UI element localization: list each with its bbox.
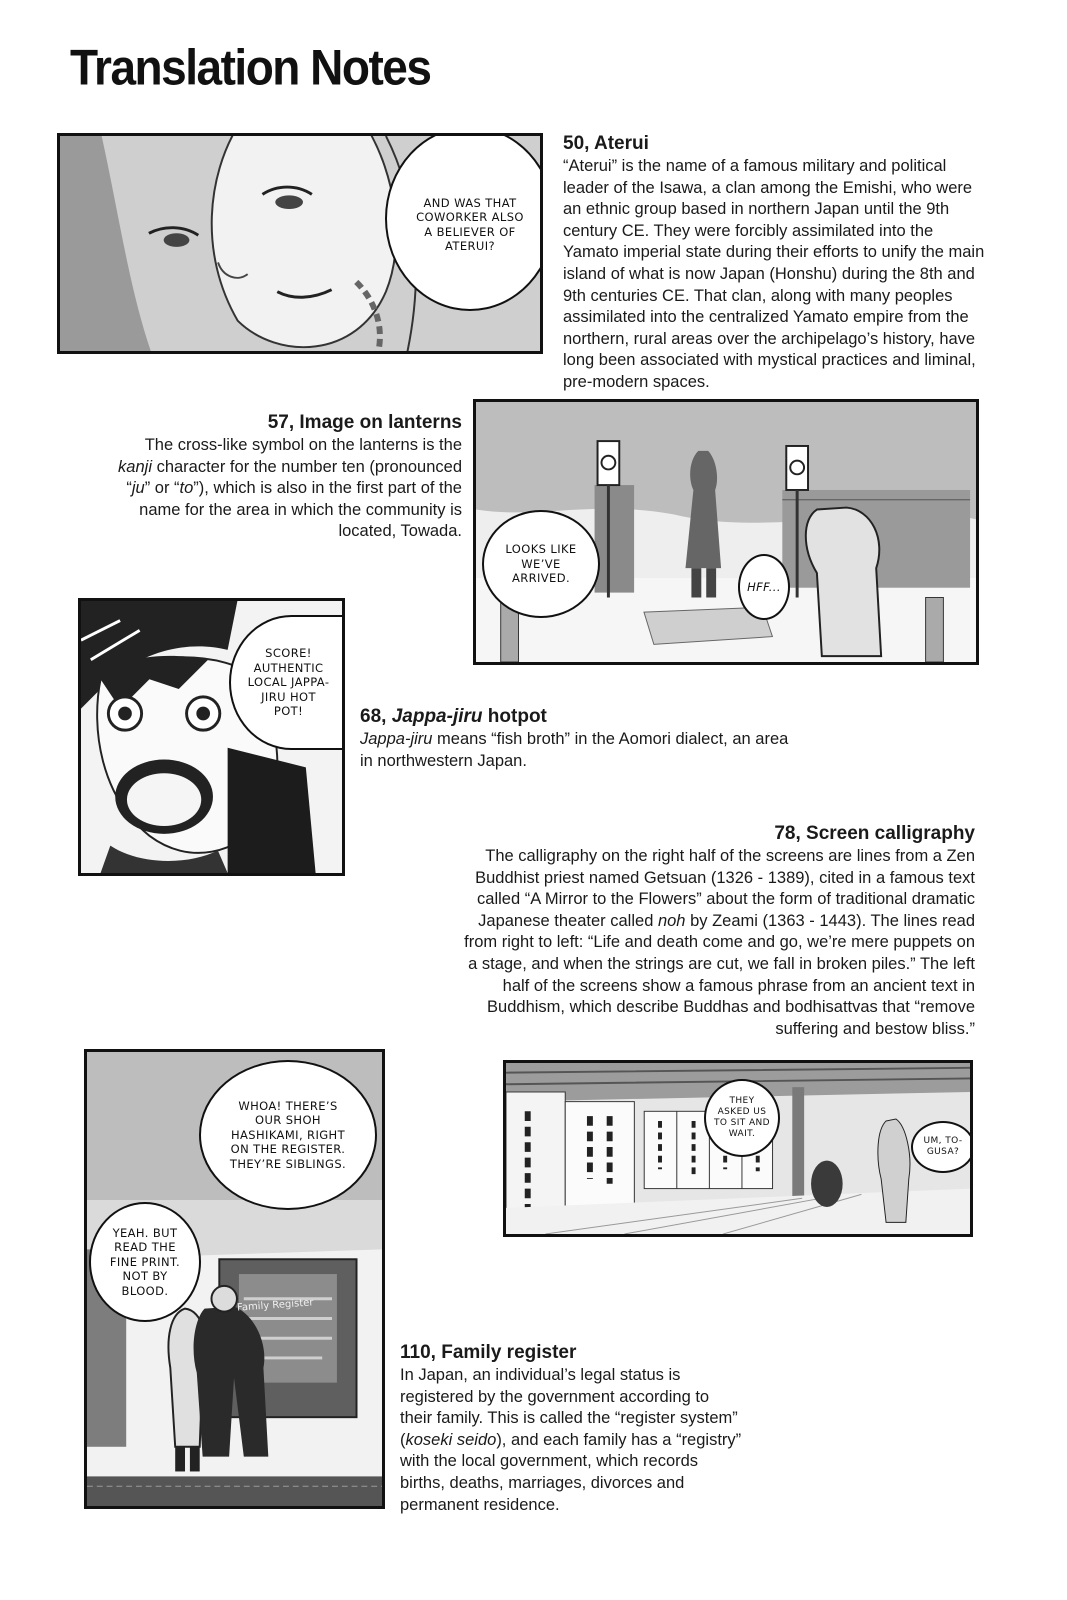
note-jappa-jiru-hotpot xyxy=(360,705,790,772)
speech-bubble: UM, TO-GUSA? xyxy=(911,1121,973,1173)
note-text: ” or “ xyxy=(144,479,180,498)
manga-panel-calligraphy xyxy=(503,1060,973,1237)
note-text: The cross-like symbol on the lanterns is the xyxy=(144,436,462,454)
note-heading: 57, Image on lanterns xyxy=(267,412,462,433)
note-italic-text: to xyxy=(179,479,194,498)
note-italic-text: kanji xyxy=(118,457,152,476)
note-body xyxy=(110,435,462,543)
note-heading-text: hotpot xyxy=(482,706,547,727)
note-body xyxy=(360,729,790,772)
note-text: means “fish broth” in the Aomori dialect, an area in northwestern Japan. xyxy=(360,730,789,770)
speech-bubble: SCORE! AUTHENTIC LOCAL JAPPA-JIRU HOT POT! xyxy=(229,615,345,750)
note-screen-calligraphy xyxy=(454,822,975,1040)
note-italic-text: ju xyxy=(131,479,145,498)
note-text: ”), which is also in the first part of the name for the area in which the community is located, Towada. xyxy=(139,479,462,541)
note-heading xyxy=(360,705,790,728)
register-sign-text: Family Register xyxy=(236,1297,314,1314)
note-image-on-lanterns xyxy=(110,411,462,543)
note-family-register xyxy=(400,1341,745,1516)
speech-bubble: YEAH. BUT READ THE FINE PRINT. NOT BY BLOOD. xyxy=(89,1202,201,1322)
speech-bubble: THEY ASKED US TO SIT AND WAIT. xyxy=(704,1079,780,1157)
manga-panel-register xyxy=(84,1049,385,1509)
note-text: The calligraphy on the right half of the screens are lines from a Zen Buddhist priest named Getsuan (1326 - 1389), cited in a famous text called “A Mirror to the Flowers” about the form of traditional dramatic Japanese theater called xyxy=(475,847,975,930)
note-italic-text: noh xyxy=(657,911,686,930)
page-title: Translation Notes xyxy=(70,39,431,96)
note-text: ), and each family has a “registry” with the local government, which records births, deaths, marriages, divorces and permanent residence. xyxy=(400,1430,742,1514)
manga-panel-aterui xyxy=(57,133,543,354)
note-text: character for the number ten (pronounced “ xyxy=(126,457,462,498)
speech-bubble: LOOKS LIKE WE’VE ARRIVED. xyxy=(482,510,600,618)
speech-bubble: HFF... xyxy=(738,554,790,620)
note-heading-italic: Jappa-jiru xyxy=(391,706,483,727)
note-text: In Japan, an individual’s legal status is registered by the government according to their family. This is called the “register system” ( xyxy=(400,1366,738,1449)
note-heading: 50, Aterui xyxy=(563,133,649,154)
note-heading-text: 68, xyxy=(360,706,392,727)
note-body xyxy=(454,846,975,1040)
manga-panel-hotpot xyxy=(78,598,345,876)
note-heading: 78, Screen calligraphy xyxy=(774,823,975,844)
note-italic-text: koseki seido xyxy=(405,1430,497,1449)
note-aterui xyxy=(563,132,993,394)
speech-bubble: WHOA! THERE’S OUR SHOH HASHIKAMI, RIGHT ON THE REGISTER. THEY’RE SIBLINGS. xyxy=(199,1060,377,1210)
manga-panel-lanterns xyxy=(473,399,979,665)
speech-bubble: AND WAS THAT COWORKER ALSO A BELIEVER OF ATERUI? xyxy=(385,133,543,311)
note-body xyxy=(400,1365,745,1516)
note-heading: 110, Family register xyxy=(400,1342,577,1363)
note-text: by Zeami (1363 - 1443). The lines read from right to left: “Life and death come and go, we’re mere puppets on a stage, and when the strings are cut, we fall in broken piles.” The left half of the screens show a famous phrase from an ancient text in Buddhism, which describe Buddhas and bodhisattvas that “remove suffering and bestow bliss.” xyxy=(464,911,975,1038)
note-body: “Aterui” is the name of a famous military and political leader of the Isawa, a clan among the Emishi, who were an ethnic group based in northern Japan until the 9th century CE. They were forcibly assimilated into the Yamato imperial state during their efforts to unify the main island of what is now Japan (Honshu) during the 8th and 9th centuries CE. That clan, along with many peoples assimilated into the centralized Yamato empire from the northern, rural areas over the archipelago’s history, have long been associated with mystical practices and liminal, pre-modern spaces. xyxy=(563,157,985,391)
note-italic-text: Jappa-jiru xyxy=(360,730,433,748)
